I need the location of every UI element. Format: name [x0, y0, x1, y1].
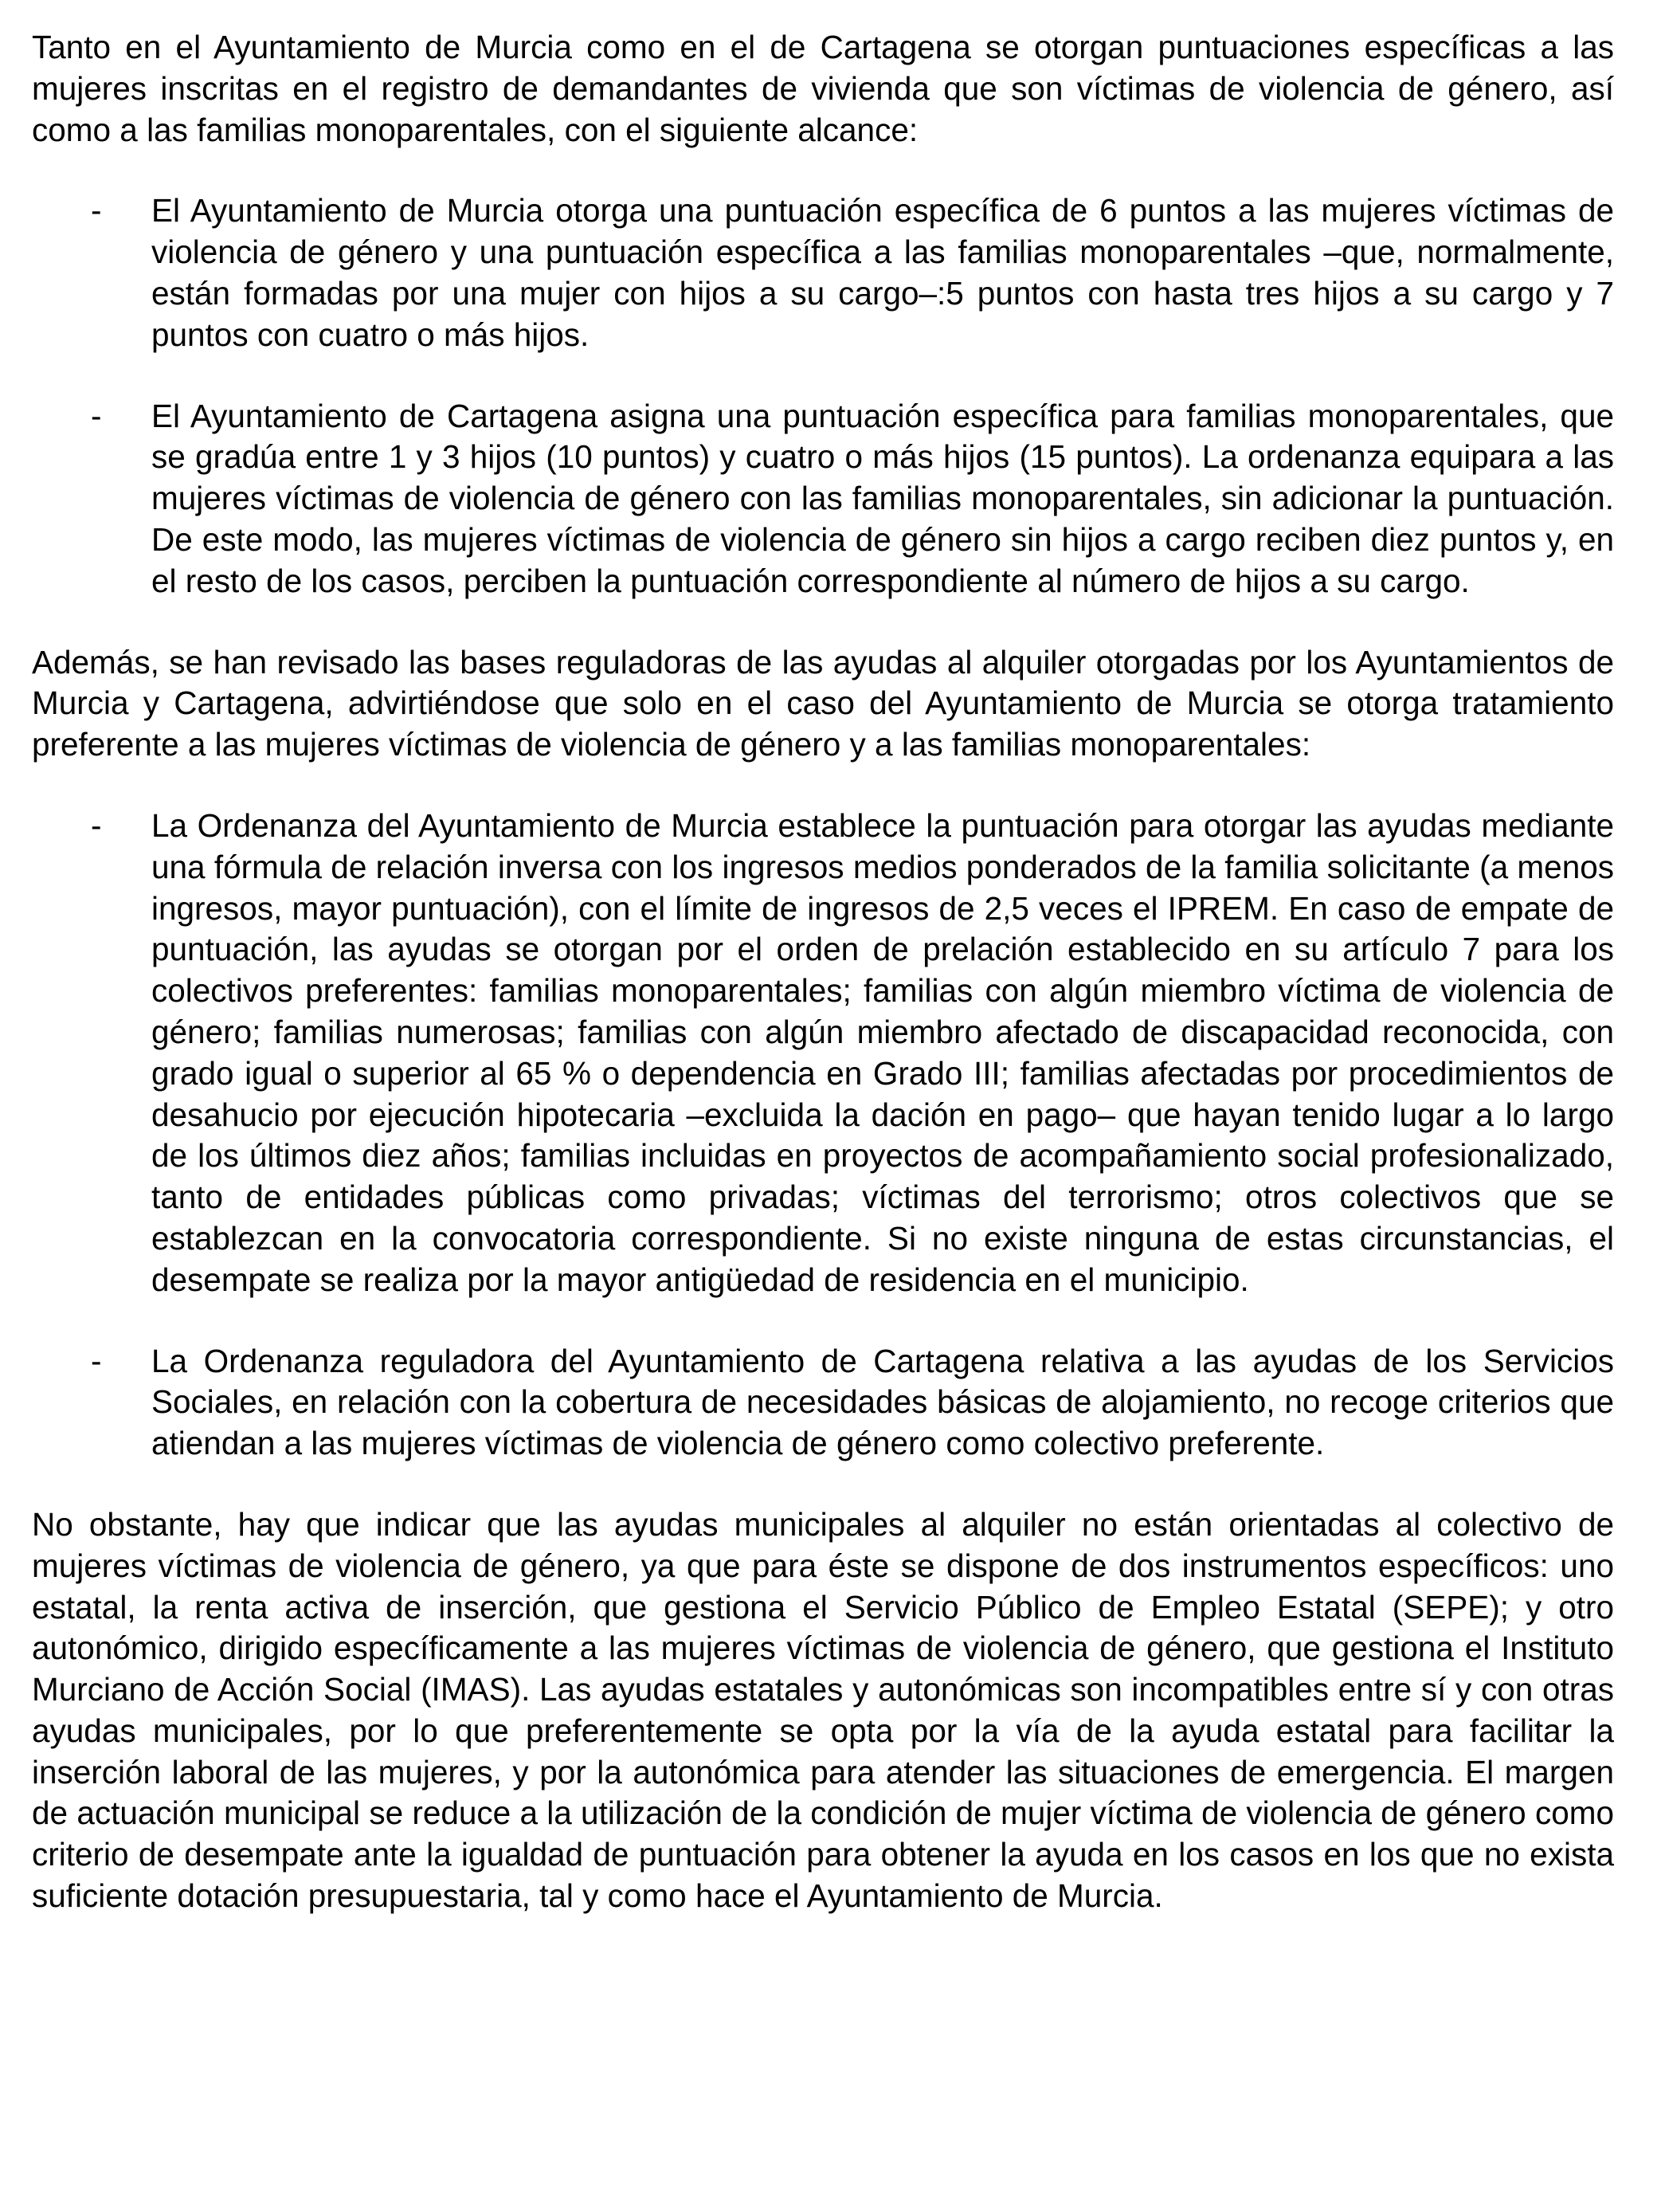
paragraph-conclusion: No obstante, hay que indicar que las ayudas municipales al alquiler no están orientadas al colectivo de mujeres víctimas de violencia de género, ya que para éste se dispone de dos instrumentos específicos: uno estatal, la renta activa de inserción, que gestiona el Servicio Público de Empleo Estatal (SEPE); y otro autonómico, dirigido específicamente a las mujeres víctimas de violencia de género, que gestiona el Instituto Murciano de Acción Social (IMAS). Las ayudas estatales y autonómicas son incompatibles entre sí y con otras ayudas municipales, por lo que preferentemente se opta por la vía de la ayuda estatal para facilitar la inserción laboral de las mujeres, y por la autonómica para atender las situaciones de emergencia. El margen de actuación municipal se reduce a la utilización de la condición de mujer víctima de violencia de género como criterio de desempate ante la igualdad de puntuación para obtener la ayuda en los casos en los que no exista suficiente dotación presupuestaria, tal y como hace el Ayuntamiento de Murcia. — [32, 1505, 1614, 1915]
list-item-text: La Ordenanza del Ayuntamiento de Murcia establece la puntuación para otorgar las ayudas mediante una fórmula de relación inversa con los ingresos medios ponderados de la familia solicitante (a menos ingresos, mayor puntuación), con el límite de ingresos de 2,5 veces el IPREM. En caso de empate de puntuación, las ayudas se otorgan por el orden de prelación establecido en su artículo 7 para los colectivos preferentes: familias monoparentales; familias con algún miembro víctima de violencia de género; familias numerosas; familias con algún miembro afectado de discapacidad reconocida, con grado igual o superior al 65 % o dependencia en Grado III; familias afectadas por procedimientos de desahucio por ejecución hipotecaria –excluida la dación en pago– que hayan tenido lugar a lo largo de los últimos diez años; familias incluidas en proyectos de acompañamiento social profesionalizado, tanto de entidades públicas como privadas; víctimas del terrorismo; otros colectivos que se establezcan en la convocatoria correspondiente. Si no existe ninguna de estas circunstancias, el desempate se realiza por la mayor antigüedad de residencia en el municipio. — [151, 806, 1614, 1298]
list-item — [32, 806, 1614, 1301]
document-body — [32, 27, 1614, 1917]
bullet-dash: - — [91, 806, 102, 844]
list-item — [32, 1341, 1614, 1465]
paragraph-intro: Tanto en el Ayuntamiento de Murcia como en el de Cartagena se otorgan puntuaciones específicas a las mujeres inscritas en el registro de demandantes de vivienda que son víctimas de violencia de género, así como a las familias monoparentales, con el siguiente alcance: — [32, 29, 1614, 148]
list-item-text: La Ordenanza reguladora del Ayuntamiento de Cartagena relativa a las ayudas de los Servicios Sociales, en relación con la cobertura de necesidades básicas de alojamiento, no recoge criterios que atiendan a las mujeres víctimas de violencia de género como colectivo preferente. — [151, 1342, 1614, 1462]
list-item-text: El Ayuntamiento de Cartagena asigna una puntuación específica para familias monoparentales, que se gradúa entre 1 y 3 hijos (10 puntos) y cuatro o más hijos (15 puntos). La ordenanza equipara a las mujeres víctimas de violencia de género con las familias monoparentales, sin adicionar la puntuación. De este modo, las mujeres víctimas de violencia de género sin hijos a cargo reciben diez puntos y, en el resto de los casos, perciben la puntuación correspondiente al número de hijos a su cargo. — [151, 397, 1614, 599]
list-item-text: El Ayuntamiento de Murcia otorga una puntuación específica de 6 puntos a las mujeres víctimas de violencia de género y una puntuación específica a las familias monoparentales –que, normalmente, están formadas por una mujer con hijos a su cargo–:5 puntos con hasta tres hijos a su cargo y 7 puntos con cuatro o más hijos. — [151, 192, 1614, 353]
list-item — [32, 190, 1614, 355]
bullet-dash: - — [91, 397, 102, 434]
bullet-dash: - — [91, 192, 102, 229]
paragraph-ayudas-alquiler: Además, se han revisado las bases reguladoras de las ayudas al alquiler otorgadas por los Ayuntamientos de Murcia y Cartagena, advirtiéndose que solo en el caso del Ayuntamiento de Murcia se otorga tratamiento preferente a las mujeres víctimas de violencia de género y a las familias monoparentales: — [32, 643, 1614, 763]
bullet-list-registro — [32, 190, 1614, 602]
bullet-list-ordenanzas — [32, 806, 1614, 1465]
bullet-dash: - — [91, 1342, 102, 1379]
list-item — [32, 396, 1614, 602]
